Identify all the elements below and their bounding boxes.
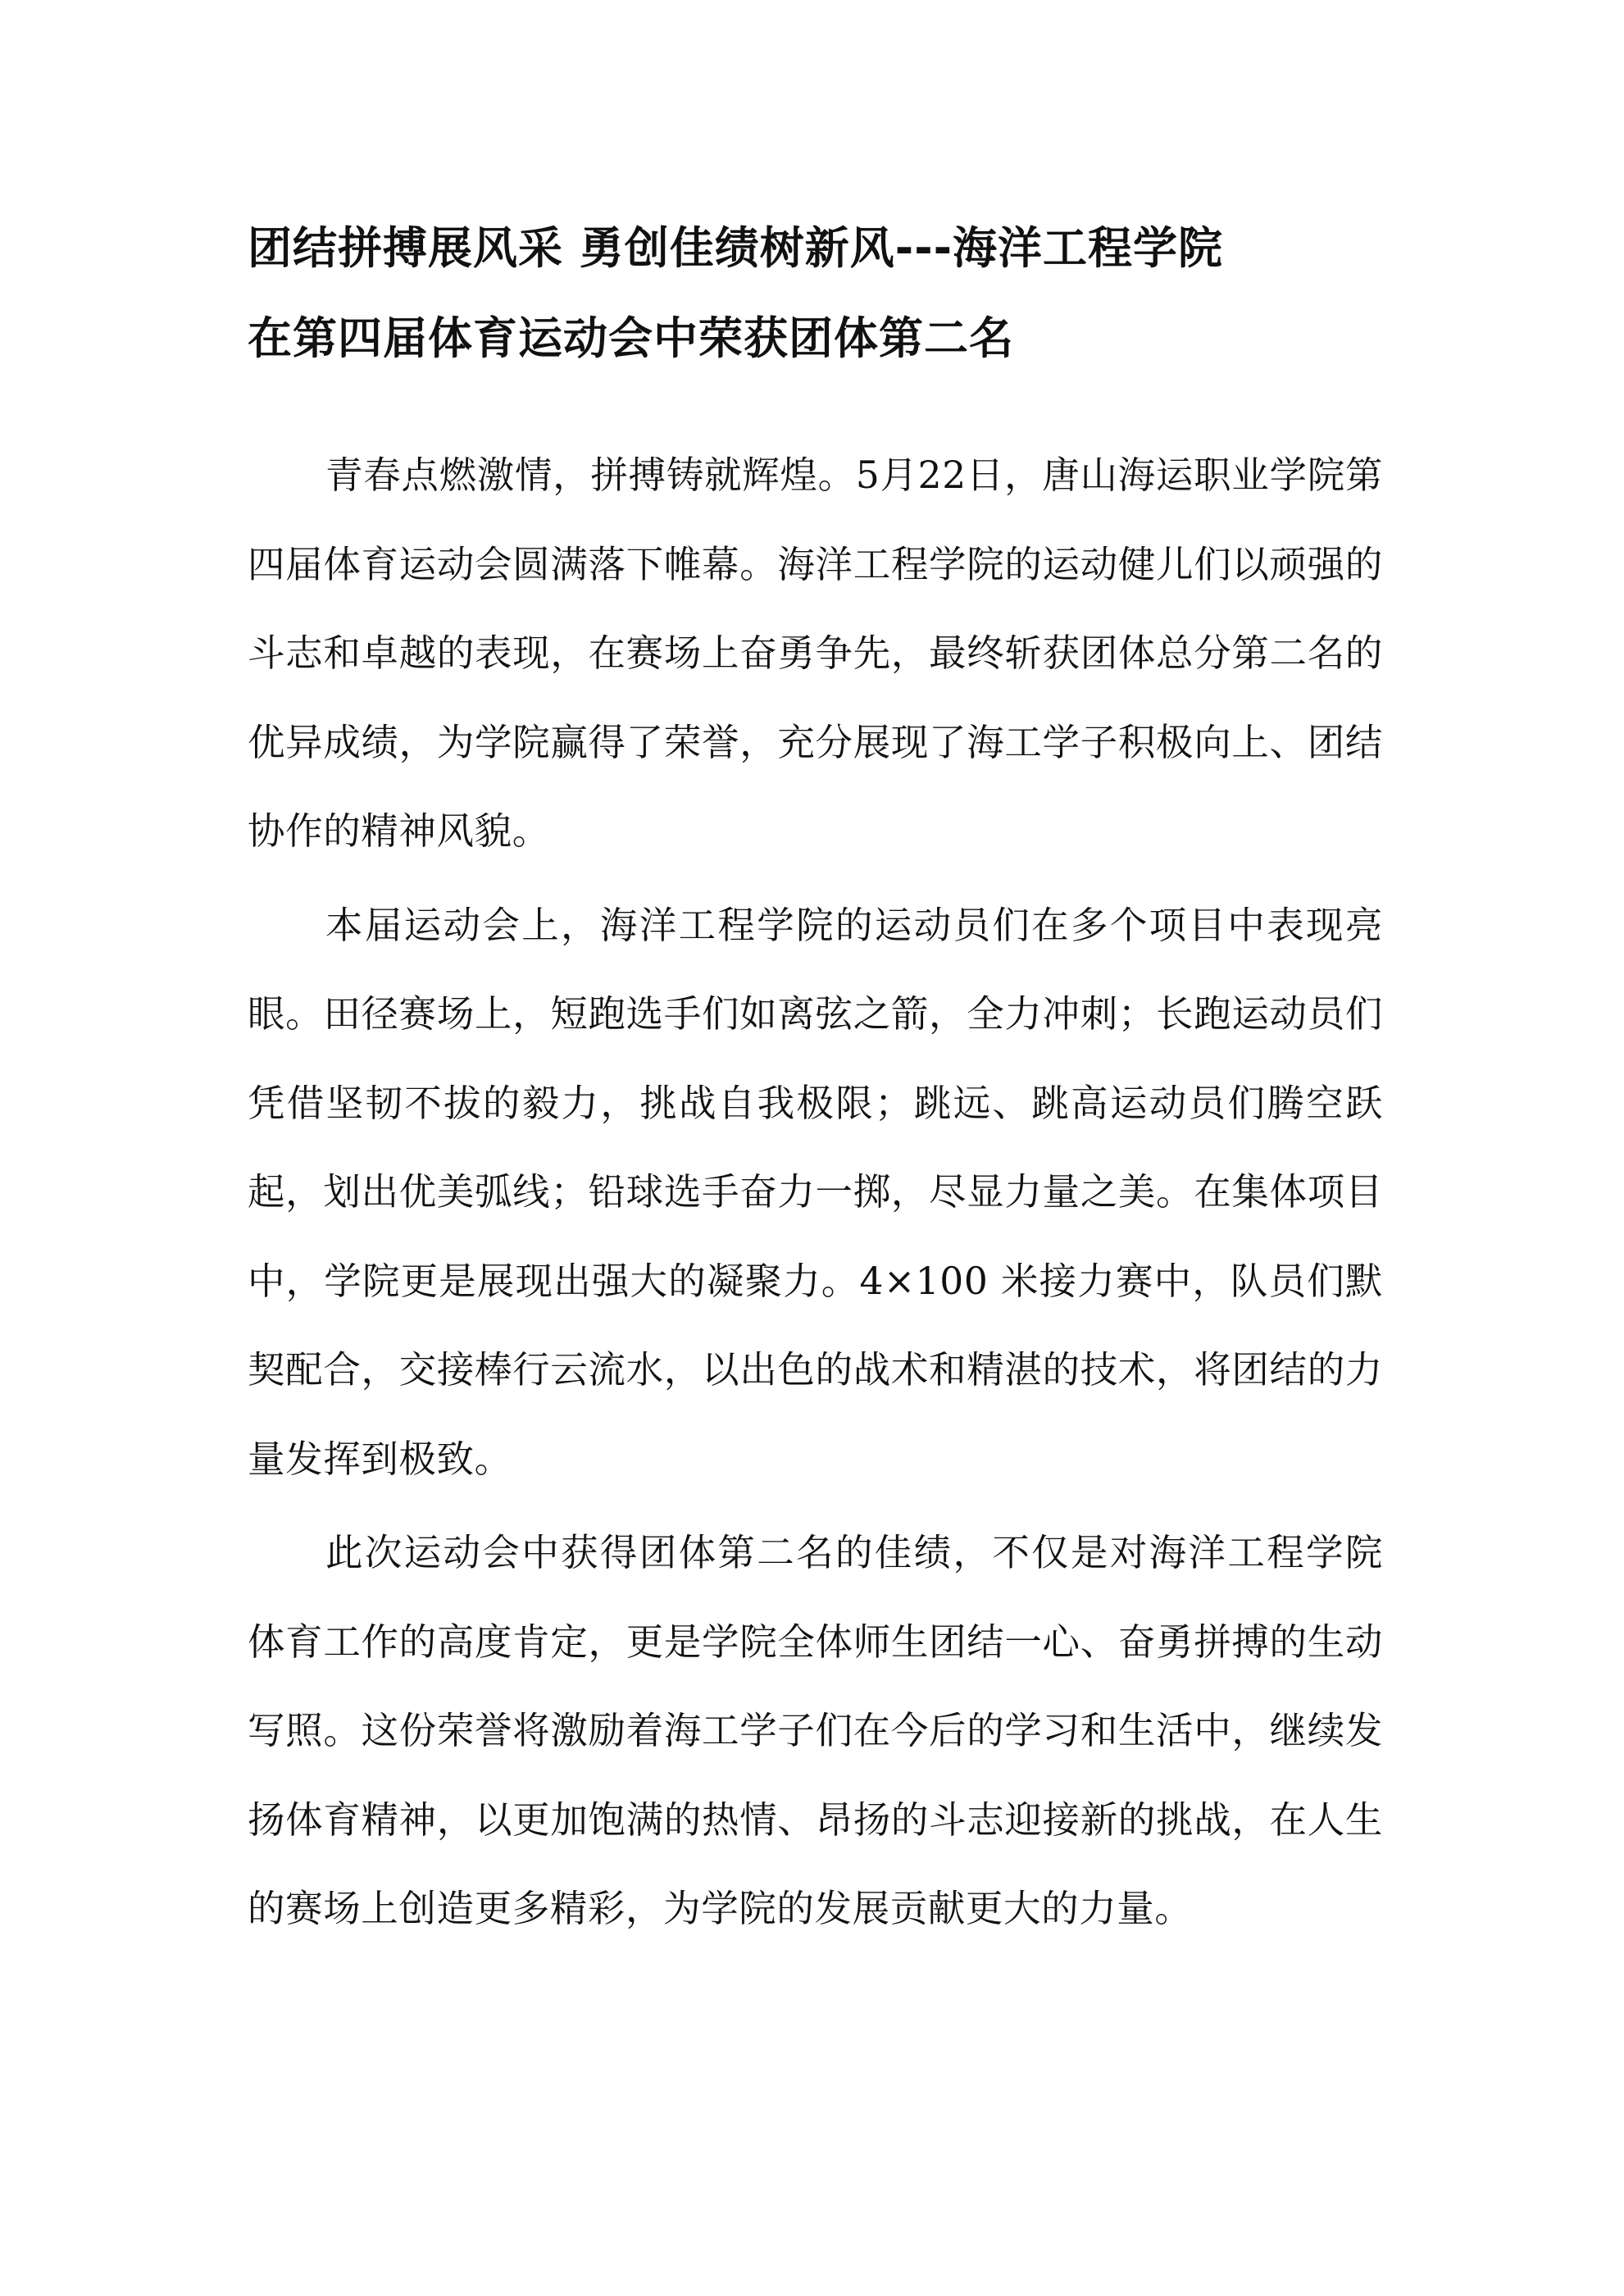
article-body: [248, 203, 1383, 1959]
paragraph-1: 青春点燃激情，拼搏铸就辉煌。5月22日，唐山海运职业学院第四届体育运动会圆满落下帷幕。海洋工程学院的运动健儿们以顽强的斗志和卓越的表现，在赛场上奋勇争先，最终斩获团体总分第二名的优异成绩，为学院赢得了荣誉，充分展现了海工学子积极向上、团结协作的精神风貌。: [248, 453, 1383, 853]
article-title: [248, 203, 1383, 384]
paragraph-2: 本届运动会上，海洋工程学院的运动员们在多个项目中表现亮眼。田径赛场上，短跑选手们如离弦之箭，全力冲刺；长跑运动员们凭借坚韧不拔的毅力，挑战自我极限；跳远、跳高运动员们腾空跃起，划出优美弧线；铅球选手奋力一掷，尽显力量之美。在集体项目中，学院更是展现出强大的凝聚力。4×100 米接力赛中，队员们默契配合，交接棒行云流水，以出色的战术和精湛的技术，将团结的力量发挥到极致。: [248, 903, 1383, 1481]
paragraph-3: 此次运动会中获得团体第二名的佳绩，不仅是对海洋工程学院体育工作的高度肯定，更是学院全体师生团结一心、奋勇拼搏的生动写照。这份荣誉将激励着海工学子们在今后的学习和生活中，继续发扬体育精神，以更加饱满的热情、昂扬的斗志迎接新的挑战，在人生的赛场上创造更多精彩，为学院的发展贡献更大的力量。: [248, 1531, 1383, 1930]
article-title-line-1: 团结拼搏展风采 勇创佳绩树新风---海洋工程学院: [248, 222, 1224, 274]
article-title-line-2: 在第四届体育运动会中荣获团体第二名: [248, 312, 1014, 364]
